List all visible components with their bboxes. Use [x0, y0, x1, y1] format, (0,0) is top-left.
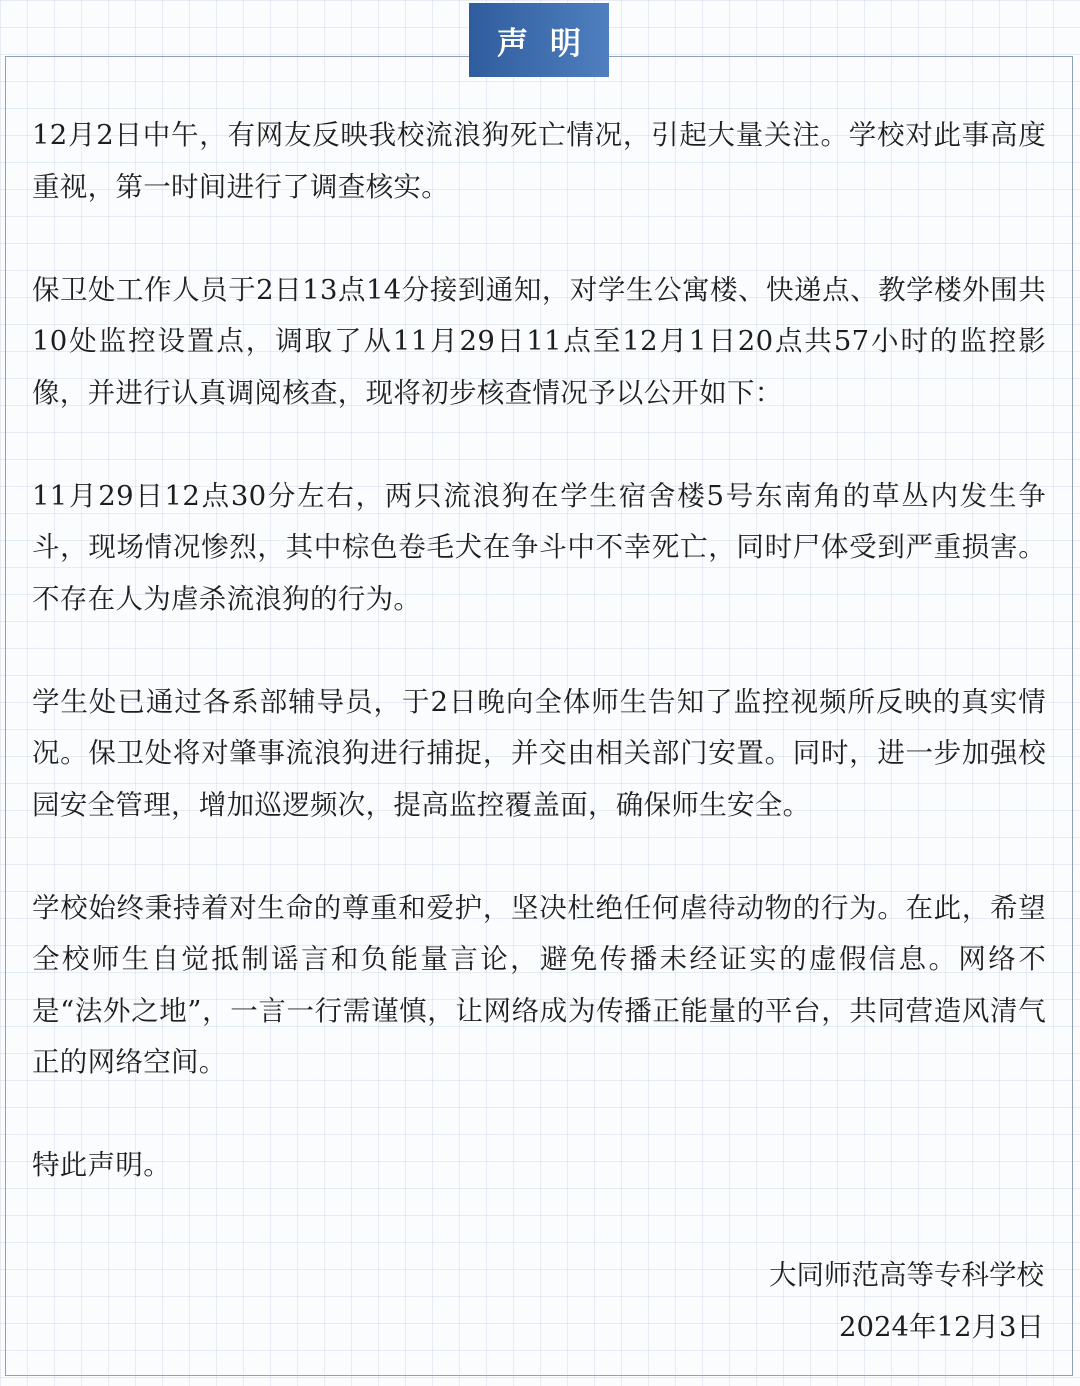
signature-date: 2024年12月3日 — [839, 1310, 1044, 1343]
paragraph-1: 12月2日中午，有网友反映我校流浪狗死亡情况，引起大量关注。学校对此事高度重视，第一时间进行了调查核实。 — [32, 119, 1046, 203]
closing-line: 特此声明。 — [32, 1149, 171, 1181]
title-badge — [469, 3, 609, 77]
signature-organization: 大同师范高等专科学校 — [769, 1259, 1044, 1291]
page-title: 声明 — [497, 25, 603, 62]
signature-block — [769, 1250, 1044, 1353]
paragraph-3: 11月29日12点30分左右，两只流浪狗在学生宿舍楼5号东南角的草丛内发生争斗，现场情况惨烈，其中棕色卷毛犬在争斗中不幸死亡，同时尸体受到严重损害。不存在人为虐杀流浪狗的行为。 — [32, 479, 1046, 615]
paragraph-5: 学校始终秉持着对生命的尊重和爱护，坚决杜绝任何虐待动物的行为。在此，希望全校师生自觉抵制谣言和负能量言论，避免传播未经证实的虚假信息。网络不是“法外之地”，一言一行需谨慎，让网络成为传播正能量的平台，共同营造风清气正的网络空间。 — [32, 891, 1046, 1078]
paragraph-4: 学生处已通过各系部辅导员，于2日晚向全体师生告知了监控视频所反映的真实情况。保卫处将对肇事流浪狗进行捕捉，并交由相关部门安置。同时，进一步加强校园安全管理，增加巡逻频次，提高监控覆盖面，确保师生安全。 — [32, 685, 1046, 821]
statement-body — [32, 110, 1046, 1243]
paragraph-2: 保卫处工作人员于2日13点14分接到通知，对学生公寓楼、快递点、教学楼外围共10处监控设置点，调取了从11月29日11点至12月1日20点共57小时的监控影像，并进行认真调阅核查，现将初步核查情况予以公开如下： — [32, 273, 1046, 409]
